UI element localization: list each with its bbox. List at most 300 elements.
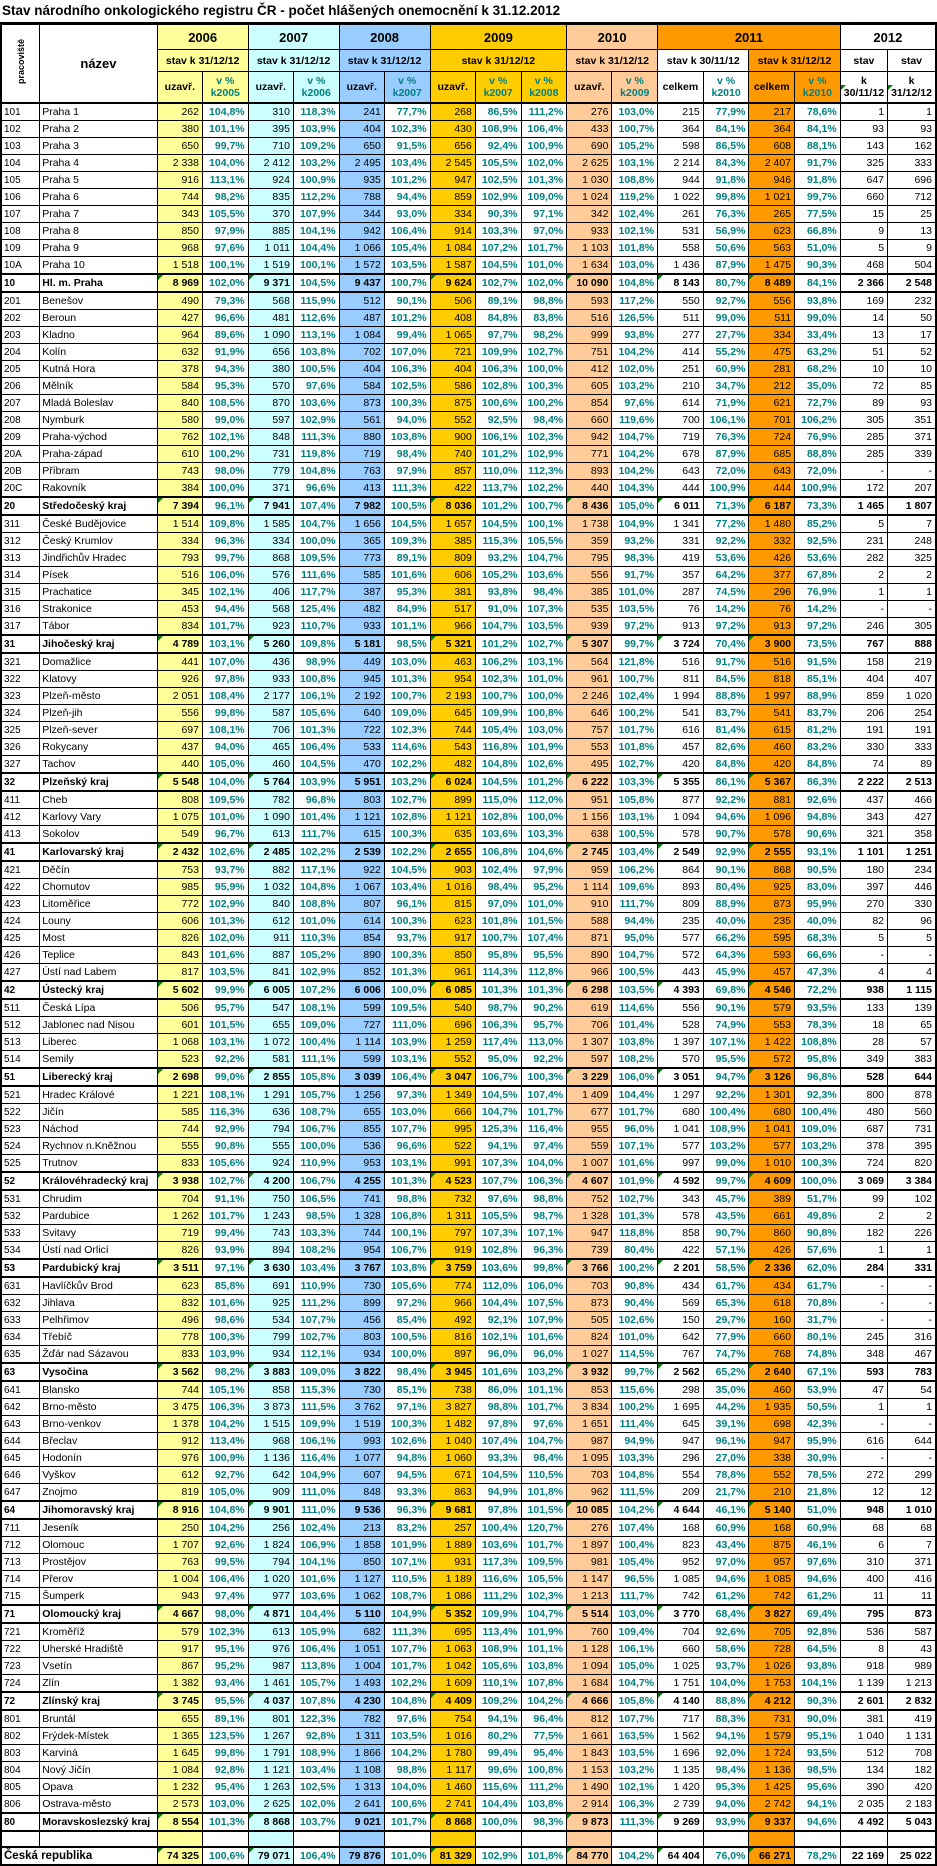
workplace-code-cell[interactable]: 632 [1,1295,40,1312]
percent-cell[interactable]: 60,9% [703,1519,749,1537]
percent-cell[interactable]: 64,2% [703,567,749,584]
workplace-name-cell[interactable]: Český Krumlov [40,533,157,550]
percent-cell[interactable]: 105,5% [475,155,521,172]
percent-cell[interactable]: 115,6% [475,1779,521,1796]
percent-cell[interactable]: 101,0% [612,1329,658,1346]
percent-cell[interactable]: 96,0% [475,1346,521,1364]
value-cell[interactable]: 89 [840,395,887,412]
percent-cell[interactable]: 101,7% [521,1537,567,1554]
percent-cell[interactable]: 102,9% [202,896,248,913]
value-cell[interactable]: 506 [157,999,202,1017]
value-cell[interactable]: 437 [840,791,887,809]
value-cell[interactable]: 1 [840,1399,887,1416]
value-cell[interactable]: 578 [749,826,795,844]
value-cell[interactable]: 443 [658,964,704,982]
percent-cell[interactable]: 103,9% [293,773,339,791]
value-cell[interactable]: 1 311 [339,1728,384,1745]
value-cell[interactable]: 482 [430,756,475,774]
percent-cell[interactable]: 102,5% [293,1779,339,1796]
percent-cell[interactable]: 108,8% [293,896,339,913]
percent-cell[interactable]: 100,7% [521,497,567,515]
value-cell[interactable]: 466 [888,791,936,809]
percent-cell[interactable]: 108,2% [293,1242,339,1260]
percent-cell[interactable]: 101,3% [475,981,521,999]
value-cell[interactable]: 467 [888,1346,936,1364]
percent-cell[interactable]: 98,2% [202,1363,248,1381]
value-cell[interactable]: 612 [157,1467,202,1484]
value-cell[interactable]: 207 [888,480,936,498]
percent-cell[interactable]: 33,4% [795,327,841,344]
percent-cell[interactable]: 102,8% [384,809,430,826]
value-cell[interactable]: 1 259 [430,1034,475,1051]
value-cell[interactable]: 739 [567,1242,612,1260]
value-cell[interactable]: 496 [157,1312,202,1329]
percent-cell[interactable]: 72,2% [795,981,841,999]
workplace-code-cell[interactable]: 421 [1,861,40,879]
value-cell[interactable]: 463 [430,653,475,671]
workplace-code-cell[interactable]: 317 [1,618,40,636]
percent-cell[interactable]: 91,0% [475,601,521,618]
percent-cell[interactable]: 102,2% [384,1675,430,1693]
percent-cell[interactable]: 97,1% [384,1399,430,1416]
workplace-code-cell[interactable]: 32 [1,773,40,791]
value-cell[interactable]: 578 [658,826,704,844]
value-cell[interactable]: 864 [658,861,704,879]
value-cell[interactable]: 947 [567,1225,612,1242]
workplace-name-cell[interactable]: Praha-západ [40,446,157,463]
percent-cell[interactable]: 98,2% [521,327,567,344]
workplace-code-cell[interactable]: 806 [1,1796,40,1814]
value-cell[interactable]: 772 [157,896,202,913]
value-cell[interactable]: 556 [658,999,704,1017]
value-cell[interactable]: 913 [749,618,795,636]
value-cell[interactable]: 4 789 [157,635,202,653]
percent-cell[interactable]: 49,8% [795,1208,841,1225]
workplace-code-cell[interactable]: 42 [1,981,40,999]
value-cell[interactable]: 10 [888,361,936,378]
value-cell[interactable]: 942 [339,223,384,240]
value-cell[interactable]: 976 [248,1641,293,1658]
value-cell[interactable]: 6 006 [339,981,384,999]
value-cell[interactable]: 2 201 [658,1259,704,1277]
percent-cell[interactable]: 58,6% [703,1641,749,1658]
percent-cell[interactable]: 104,7% [475,1104,521,1121]
percent-cell[interactable]: 121,8% [612,653,658,671]
percent-cell[interactable]: 95,5% [521,947,567,964]
value-cell[interactable]: 6 005 [248,981,293,999]
percent-cell[interactable]: 61,7% [703,1277,749,1295]
percent-cell[interactable]: 94,6% [703,1571,749,1588]
percent-cell[interactable]: 105,4% [384,240,430,257]
value-cell[interactable]: 619 [567,999,612,1017]
workplace-name-cell[interactable]: Náchod [40,1121,157,1138]
percent-cell[interactable]: 69,4% [795,1605,841,1623]
percent-cell[interactable]: 101,2% [384,172,430,189]
percent-cell[interactable]: 40,0% [795,913,841,930]
value-cell[interactable]: 2 183 [888,1796,936,1814]
percent-cell[interactable]: 101,3% [612,1208,658,1225]
percent-cell[interactable]: 112,0% [475,1277,521,1295]
value-cell[interactable]: 660 [749,1329,795,1346]
value-cell[interactable]: 235 [749,913,795,930]
percent-cell[interactable]: 71,9% [703,395,749,412]
percent-cell[interactable]: 109,6% [612,879,658,896]
value-cell[interactable]: 911 [248,930,293,947]
value-cell[interactable]: 1 696 [658,1745,704,1762]
percent-cell[interactable]: 100,6% [475,395,521,412]
value-cell[interactable]: 28 [840,1034,887,1051]
workplace-name-cell[interactable]: Strakonice [40,601,157,618]
percent-cell[interactable]: 77,7% [384,103,430,121]
percent-cell[interactable]: 109,0% [795,1121,841,1138]
subheader-pct-k2009[interactable]: v % k2009 [612,72,658,104]
percent-cell[interactable]: 93,5% [795,999,841,1017]
value-cell[interactable]: 1 997 [749,688,795,705]
value-cell[interactable]: 543 [430,739,475,756]
value-cell[interactable]: 93 [840,121,887,138]
value-cell[interactable]: 2 741 [430,1796,475,1814]
percent-cell[interactable]: 104,8% [293,879,339,896]
percent-cell[interactable]: 101,6% [202,1295,248,1312]
workplace-name-cell[interactable]: Karlovy Vary [40,809,157,826]
percent-cell[interactable]: 103,5% [612,601,658,618]
value-cell[interactable]: 158 [840,653,887,671]
percent-cell[interactable]: 101,9% [521,1623,567,1641]
value-cell[interactable]: 961 [430,964,475,982]
percent-cell[interactable]: 117,7% [293,584,339,601]
percent-cell[interactable]: 76,3% [703,429,749,446]
percent-cell[interactable]: 89,1% [384,550,430,567]
percent-cell[interactable]: 103,9% [293,121,339,138]
value-cell[interactable]: 65 [888,1017,936,1034]
value-cell[interactable]: 655 [157,1710,202,1728]
percent-cell[interactable]: 102,0% [293,1796,339,1814]
percent-cell[interactable]: 102,7% [521,344,567,361]
value-cell[interactable]: 968 [248,1433,293,1450]
value-cell[interactable]: 3 745 [157,1692,202,1710]
percent-cell[interactable]: 102,0% [521,274,567,292]
workplace-code-cell[interactable]: 804 [1,1762,40,1779]
value-cell[interactable]: 18 [840,1017,887,1034]
percent-cell[interactable]: 110,7% [293,618,339,636]
value-cell[interactable]: 952 [658,1554,704,1571]
percent-cell[interactable]: 103,4% [384,155,430,172]
percent-cell[interactable]: 104,9% [384,1605,430,1623]
percent-cell[interactable]: 96,1% [703,1433,749,1450]
percent-cell[interactable]: 106,4% [384,223,430,240]
percent-cell[interactable]: 92,7% [703,292,749,310]
value-cell[interactable]: 139 [888,999,936,1017]
value-cell[interactable]: 261 [658,206,704,223]
percent-cell[interactable]: 61,2% [703,1588,749,1606]
percent-cell[interactable]: 115,0% [475,791,521,809]
percent-cell[interactable]: 84,9% [384,601,430,618]
percent-cell[interactable]: 106,8% [475,843,521,861]
value-cell[interactable]: 1 480 [749,515,795,533]
value-cell[interactable]: 5 352 [430,1605,475,1623]
workplace-code-cell[interactable]: 423 [1,896,40,913]
percent-cell[interactable]: 30,9% [795,1450,841,1467]
percent-cell[interactable]: 103,3% [293,1225,339,1242]
value-cell[interactable]: 767 [840,635,887,653]
value-cell[interactable]: 593 [840,1363,887,1381]
percent-cell[interactable]: 100,3% [384,913,430,930]
column-header-pracoviste[interactable] [1,24,40,103]
value-cell[interactable]: 1 313 [339,1779,384,1796]
value-cell[interactable]: 587 [888,1623,936,1641]
percent-cell[interactable]: 88,1% [795,138,841,155]
value-cell[interactable]: 371 [888,1554,936,1571]
percent-cell[interactable]: 126,5% [612,310,658,327]
value-cell[interactable]: 8 036 [430,497,475,515]
value-cell[interactable]: 231 [840,533,887,550]
percent-cell[interactable]: 106,4% [293,739,339,756]
percent-cell[interactable]: 110,9% [293,1155,339,1173]
percent-cell[interactable]: 100,0% [521,809,567,826]
percent-cell[interactable]: 100,0% [521,361,567,378]
value-cell[interactable]: 584 [339,378,384,395]
percent-cell[interactable]: 101,2% [384,310,430,327]
workplace-code-cell[interactable]: 711 [1,1519,40,1537]
percent-cell[interactable]: 109,0% [384,705,430,722]
value-cell[interactable]: 1 136 [248,1450,293,1467]
percent-cell[interactable]: 72,0% [795,463,841,480]
percent-cell[interactable]: 91,5% [384,138,430,155]
percent-cell[interactable]: 85,1% [384,1381,430,1399]
workplace-code-cell[interactable]: 64 [1,1501,40,1519]
workplace-code-cell[interactable]: 521 [1,1086,40,1104]
value-cell[interactable]: 342 [567,206,612,223]
value-cell[interactable]: 947 [658,1433,704,1450]
percent-cell[interactable]: 109,2% [293,138,339,155]
percent-cell[interactable]: 91,9% [202,344,248,361]
percent-cell[interactable]: 104,2% [521,1692,567,1710]
percent-cell[interactable]: 88,9% [795,688,841,705]
percent-cell[interactable]: 102,1% [612,1779,658,1796]
value-cell[interactable]: 783 [888,1363,936,1381]
value-cell[interactable]: 977 [248,1588,293,1606]
value-cell[interactable]: 12 [888,1484,936,1502]
value-cell[interactable]: 257 [430,1519,475,1537]
value-cell[interactable]: 833 [157,1346,202,1364]
value-cell[interactable]: 1 086 [430,1588,475,1606]
value-cell[interactable]: 4 [888,964,936,982]
percent-cell[interactable]: 100,4% [795,1104,841,1121]
value-cell[interactable]: 276 [567,103,612,121]
workplace-code-cell[interactable]: 322 [1,671,40,688]
value-cell[interactable]: 334 [248,533,293,550]
percent-cell[interactable]: 104,4% [293,1605,339,1623]
percent-cell[interactable]: 119,2% [612,189,658,206]
value-cell[interactable]: 925 [749,879,795,896]
value-cell[interactable]: 1 365 [157,1728,202,1745]
value-cell[interactable]: 809 [430,550,475,567]
value-cell[interactable]: 3 767 [339,1259,384,1277]
value-cell[interactable]: 331 [658,533,704,550]
percent-cell[interactable]: 100,7% [384,274,430,292]
value-cell[interactable]: 334 [157,533,202,550]
value-cell[interactable]: 1 094 [567,1658,612,1675]
percent-cell[interactable]: 66,8% [795,223,841,240]
percent-cell[interactable]: 98,9% [293,653,339,671]
value-cell[interactable]: 722 [339,722,384,739]
value-cell[interactable]: 1 661 [567,1728,612,1745]
percent-cell[interactable]: 107,8% [293,1692,339,1710]
workplace-name-cell[interactable]: Ústí nad Labem [40,964,157,982]
percent-cell[interactable]: 102,3% [384,722,430,739]
value-cell[interactable]: 616 [658,722,704,739]
column-header-nazev[interactable]: název [40,24,157,103]
value-cell[interactable]: 422 [658,1242,704,1260]
subheader-celkem-3011[interactable]: celkem [658,72,704,104]
percent-cell[interactable]: 65,2% [703,1363,749,1381]
percent-cell[interactable]: 106,1% [475,429,521,446]
percent-cell[interactable]: 94,6% [703,809,749,826]
percent-cell[interactable]: 101,6% [612,1155,658,1173]
value-cell[interactable]: 460 [248,756,293,774]
percent-cell[interactable]: 101,7% [202,1208,248,1225]
value-cell[interactable]: 614 [339,913,384,930]
percent-cell[interactable]: 55,2% [703,344,749,361]
percent-cell[interactable]: 122,3% [293,1710,339,1728]
value-cell[interactable]: 52 [888,344,936,361]
percent-cell[interactable]: 102,2% [384,756,430,774]
percent-cell[interactable]: 101,9% [384,1537,430,1554]
percent-cell[interactable]: 97,4% [202,1588,248,1606]
percent-cell[interactable]: 97,9% [384,463,430,480]
percent-cell[interactable]: 98,8% [475,1399,521,1416]
percent-cell[interactable]: 104,5% [475,1467,521,1484]
value-cell[interactable]: 987 [248,1658,293,1675]
percent-cell[interactable]: 105,4% [612,1554,658,1571]
value-cell[interactable]: 492 [430,1312,475,1329]
percent-cell[interactable]: 103,8% [293,344,339,361]
percent-cell[interactable]: 106,1% [293,688,339,705]
percent-cell[interactable]: 83,7% [703,705,749,722]
value-cell[interactable]: 859 [840,688,887,705]
percent-cell[interactable]: 125,3% [475,1121,521,1138]
value-cell[interactable]: 1 460 [430,1779,475,1796]
workplace-name-cell[interactable]: Kroměříž [40,1623,157,1641]
percent-cell[interactable]: 96,6% [202,310,248,327]
percent-cell[interactable]: 76,9% [795,429,841,446]
value-cell[interactable]: 2 555 [749,843,795,861]
value-cell[interactable]: 782 [248,791,293,809]
value-cell[interactable]: 991 [430,1155,475,1173]
year-header-2012[interactable]: 2012 [840,24,936,50]
percent-cell[interactable]: 74,9% [703,1017,749,1034]
percent-cell[interactable]: 99,0% [202,1068,248,1086]
percent-cell[interactable]: 111,3% [293,429,339,446]
percent-cell[interactable]: 81,2% [795,722,841,739]
value-cell[interactable]: 1 695 [658,1399,704,1416]
value-cell[interactable]: 400 [840,1571,887,1588]
value-cell[interactable]: 1 114 [339,1034,384,1051]
percent-cell[interactable]: 102,0% [202,930,248,947]
value-cell[interactable]: 182 [888,1762,936,1779]
value-cell[interactable]: 744 [157,1381,202,1399]
value-cell[interactable]: 808 [157,791,202,809]
workplace-name-cell[interactable]: Mladá Boleslav [40,395,157,412]
value-cell[interactable]: 434 [749,1277,795,1295]
value-cell[interactable]: 809 [658,896,704,913]
value-cell[interactable]: 407 [888,671,936,688]
percent-cell[interactable]: 104,5% [293,756,339,774]
percent-cell[interactable]: 66,2% [703,930,749,947]
value-cell[interactable]: 430 [430,121,475,138]
percent-cell[interactable]: 109,5% [384,999,430,1017]
percent-cell[interactable]: 108,9% [475,1641,521,1658]
percent-cell[interactable]: 101,7% [612,1104,658,1121]
percent-cell[interactable]: 105,2% [293,947,339,964]
value-cell[interactable]: 1 307 [567,1034,612,1051]
value-cell[interactable]: 1 221 [157,1086,202,1104]
value-cell[interactable]: 795 [567,550,612,567]
value-cell[interactable]: 440 [157,756,202,774]
value-cell[interactable]: 934 [339,1346,384,1364]
percent-cell[interactable]: 103,0% [521,722,567,739]
value-cell[interactable]: 387 [339,584,384,601]
percent-cell[interactable]: 104,1% [293,223,339,240]
percent-cell[interactable]: 111,2% [293,1295,339,1312]
value-cell[interactable]: 2 035 [840,1796,887,1814]
percent-cell[interactable]: 98,4% [521,412,567,429]
value-cell[interactable]: 1 090 [248,327,293,344]
value-cell[interactable]: 1 041 [658,1121,704,1138]
value-cell[interactable]: 1 475 [749,257,795,275]
percent-cell[interactable]: 163,5% [612,1728,658,1745]
value-cell[interactable]: 873 [888,1605,936,1623]
value-cell[interactable]: 981 [567,1554,612,1571]
percent-cell[interactable]: 78,3% [795,1017,841,1034]
value-cell[interactable]: 4 393 [658,981,704,999]
value-cell[interactable]: 1 843 [567,1745,612,1762]
percent-cell[interactable]: 99,0% [703,1155,749,1173]
value-cell[interactable]: 3 822 [339,1363,384,1381]
percent-cell[interactable]: 96,0% [521,1346,567,1364]
value-cell[interactable]: 882 [248,861,293,879]
workplace-code-cell[interactable]: 102 [1,121,40,138]
value-cell[interactable]: 644 [888,1068,936,1086]
workplace-code-cell[interactable]: 109 [1,240,40,257]
percent-cell[interactable]: 105,7% [293,1086,339,1104]
value-cell[interactable]: 570 [248,378,293,395]
value-cell[interactable]: 541 [749,705,795,722]
percent-cell[interactable]: 74,7% [703,1346,749,1364]
value-cell[interactable]: 1 657 [430,515,475,533]
percent-cell[interactable]: 84,8% [475,310,521,327]
workplace-name-cell[interactable]: Klatovy [40,671,157,688]
value-cell[interactable]: 706 [567,1017,612,1034]
percent-cell[interactable]: 88,8% [703,688,749,705]
percent-cell[interactable]: 70,4% [703,635,749,653]
value-cell[interactable]: 1 519 [248,257,293,275]
percent-cell[interactable]: 101,7% [521,1104,567,1121]
value-cell[interactable]: 268 [430,103,475,121]
value-cell[interactable]: 1 040 [840,1728,887,1745]
percent-cell[interactable]: 90,8% [795,1225,841,1242]
percent-cell[interactable]: 95,9% [795,896,841,913]
percent-cell[interactable]: 93,8% [612,327,658,344]
value-cell[interactable]: 1 042 [430,1658,475,1675]
percent-cell[interactable]: 95,9% [795,1433,841,1450]
value-cell[interactable]: 3 126 [749,1068,795,1086]
value-cell[interactable]: 81 329 [430,1847,475,1865]
value-cell[interactable]: 339 [888,446,936,463]
value-cell[interactable]: 556 [157,705,202,722]
value-cell[interactable]: 1 084 [339,327,384,344]
value-cell[interactable]: 422 [430,480,475,498]
